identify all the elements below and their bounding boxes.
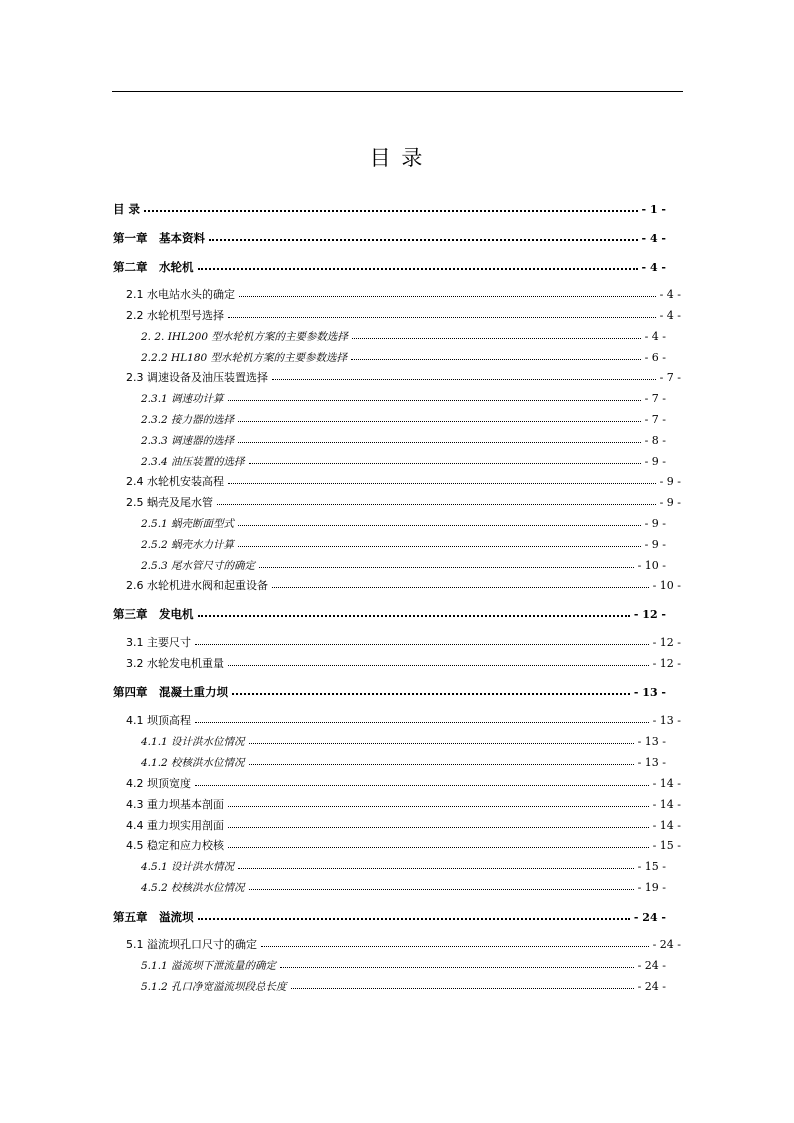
toc-entry[interactable] bbox=[141, 434, 666, 448]
toc-entry-page: - 9 - bbox=[659, 496, 681, 509]
toc-entry-label: 5.1 溢流坝孔口尺寸的确定 bbox=[126, 938, 257, 951]
dot-leader bbox=[249, 454, 641, 464]
dot-leader bbox=[228, 474, 656, 484]
dot-leader bbox=[239, 287, 656, 297]
toc-entry[interactable] bbox=[126, 839, 681, 853]
toc-entry-label: 第五章 溢流坝 bbox=[113, 910, 194, 924]
toc-entry[interactable] bbox=[126, 819, 681, 833]
toc-entry-page: - 7 - bbox=[644, 392, 666, 405]
toc-entry-page: - 19 - bbox=[637, 881, 666, 894]
toc-entry-page: - 15 - bbox=[652, 839, 681, 852]
toc-entry[interactable] bbox=[141, 980, 666, 994]
toc-entry-label: 2.1 水电站水头的确定 bbox=[126, 288, 235, 301]
toc-entry-label: 5.1.2 孔口净宽溢流坝段总长度 bbox=[141, 981, 287, 993]
toc-entry[interactable] bbox=[141, 413, 666, 427]
toc-entry[interactable] bbox=[141, 517, 666, 531]
toc-entry-label: 2.3.1 调速功计算 bbox=[141, 393, 224, 405]
dot-leader bbox=[238, 412, 641, 422]
toc-entry-label: 4.4 重力坝实用剖面 bbox=[126, 819, 224, 832]
toc-entry-label: 2.3 调速设备及油压装置选择 bbox=[126, 371, 268, 384]
toc-entry-label: 4.1.2 校核洪水位情况 bbox=[141, 757, 245, 769]
toc-entry-label: 目 录 bbox=[113, 202, 141, 216]
dot-leader bbox=[198, 259, 638, 270]
toc-entry-page: - 15 - bbox=[637, 860, 666, 873]
toc-entry-label: 2.5.3 尾水管尺寸的确定 bbox=[141, 560, 256, 572]
toc-entry-page: - 13 - bbox=[637, 756, 666, 769]
dot-leader bbox=[217, 495, 656, 505]
toc-entry-page: - 10 - bbox=[637, 559, 666, 572]
toc-entry-label: 第四章 混凝土重力坝 bbox=[113, 685, 228, 699]
dot-leader bbox=[351, 350, 641, 360]
dot-leader bbox=[195, 713, 649, 723]
toc-entry[interactable] bbox=[141, 959, 666, 973]
dot-leader bbox=[195, 635, 649, 645]
toc-entry-page: - 24 - bbox=[637, 959, 666, 972]
toc-entry[interactable] bbox=[113, 685, 666, 699]
toc-entry-label: 2.2.2 HL180 型水轮机方案的主要参数选择 bbox=[141, 352, 348, 364]
dot-leader bbox=[228, 797, 649, 807]
toc-entry-page: - 13 - bbox=[637, 735, 666, 748]
dot-leader bbox=[195, 776, 649, 786]
dot-leader bbox=[272, 578, 649, 588]
toc-entry[interactable] bbox=[141, 881, 666, 895]
toc-entry-page: - 9 - bbox=[644, 455, 666, 468]
document-title: 目 录 bbox=[369, 146, 425, 170]
toc-entry-label: 3.2 水轮发电机重量 bbox=[126, 657, 224, 670]
toc-entry-label: 第一章 基本资料 bbox=[113, 231, 205, 245]
toc-entry[interactable] bbox=[113, 260, 666, 274]
toc-entry-page: - 24 - bbox=[633, 911, 666, 924]
toc-entry[interactable] bbox=[126, 475, 681, 489]
toc-entry[interactable] bbox=[126, 496, 681, 510]
dot-leader bbox=[261, 937, 649, 947]
toc-entry-label: 4.5 稳定和应力校核 bbox=[126, 839, 224, 852]
toc-entry-label: 2.2 水轮机型号选择 bbox=[126, 309, 224, 322]
toc-entry-label: 4.1 坝顶高程 bbox=[126, 714, 191, 727]
toc-entry-page: - 8 - bbox=[644, 434, 666, 447]
toc-entry[interactable] bbox=[126, 371, 681, 385]
toc-entry-page: - 24 - bbox=[652, 938, 681, 951]
toc-entry-page: - 13 - bbox=[633, 686, 666, 699]
dot-leader bbox=[228, 391, 641, 401]
dot-leader bbox=[249, 755, 634, 765]
toc-entry-page: - 4 - bbox=[641, 232, 666, 245]
toc-entry-page: - 24 - bbox=[637, 980, 666, 993]
toc-entry-page: - 14 - bbox=[652, 798, 681, 811]
toc-entry-page: - 1 - bbox=[641, 203, 666, 216]
toc-entry[interactable] bbox=[126, 798, 681, 812]
toc-entry-page: - 12 - bbox=[652, 657, 681, 670]
toc-entry[interactable] bbox=[126, 714, 681, 728]
toc-entry-label: 2.3.4 油压装置的选择 bbox=[141, 456, 245, 468]
toc-entry-label: 2.5.1 蜗壳断面型式 bbox=[141, 518, 235, 530]
toc-entry-label: 4.5.1 设计洪水情况 bbox=[141, 861, 235, 873]
dot-leader bbox=[232, 684, 630, 695]
toc-entry[interactable] bbox=[126, 309, 681, 323]
toc-entry[interactable] bbox=[126, 938, 681, 952]
toc-entry-page: - 12 - bbox=[633, 608, 666, 621]
toc-entry-page: - 14 - bbox=[652, 819, 681, 832]
toc-entry-label: 4.1.1 设计洪水位情况 bbox=[141, 736, 245, 748]
dot-leader bbox=[259, 558, 634, 568]
toc-entry[interactable] bbox=[141, 455, 666, 469]
toc-entry-label: 4.2 坝顶宽度 bbox=[126, 777, 191, 790]
dot-leader bbox=[352, 329, 641, 339]
toc-entry[interactable] bbox=[141, 756, 666, 770]
toc-entry[interactable] bbox=[113, 231, 666, 245]
toc-entry-label: 第二章 水轮机 bbox=[113, 260, 194, 274]
toc-entry[interactable] bbox=[141, 392, 666, 406]
dot-leader bbox=[238, 516, 641, 526]
toc-entry[interactable] bbox=[126, 657, 681, 671]
toc-entry-label: 2.4 水轮机安装高程 bbox=[126, 475, 224, 488]
dot-leader bbox=[228, 818, 649, 828]
dot-leader bbox=[291, 979, 634, 989]
toc-entry-page: - 4 - bbox=[644, 330, 666, 343]
toc-entry-label: 2.5 蜗壳及尾水管 bbox=[126, 496, 213, 509]
toc-entry[interactable] bbox=[141, 860, 666, 874]
dot-leader bbox=[249, 880, 634, 890]
toc-entry-page: - 7 - bbox=[644, 413, 666, 426]
toc-entry[interactable] bbox=[141, 351, 666, 365]
dot-leader bbox=[238, 433, 641, 443]
toc-entry-page: - 7 - bbox=[659, 371, 681, 384]
toc-entry-page: - 14 - bbox=[652, 777, 681, 790]
toc-entry[interactable] bbox=[113, 607, 666, 621]
dot-leader bbox=[228, 838, 649, 848]
toc-entry-label: 5.1.1 溢流坝下泄流量的确定 bbox=[141, 960, 277, 972]
toc-entry-page: - 10 - bbox=[652, 579, 681, 592]
dot-leader bbox=[272, 370, 656, 380]
toc-entry-label: 3.1 主要尺寸 bbox=[126, 636, 191, 649]
dot-leader bbox=[228, 656, 649, 666]
toc-entry[interactable] bbox=[126, 777, 681, 791]
toc-entry[interactable] bbox=[141, 538, 666, 552]
toc-entry-label: 第三章 发电机 bbox=[113, 607, 194, 621]
toc-entry-label: 2.6 水轮机进水阀和起重设备 bbox=[126, 579, 268, 592]
toc-entry-page: - 9 - bbox=[644, 538, 666, 551]
toc-entry-label: 2. 2. IHL200 型水轮机方案的主要参数选择 bbox=[141, 331, 348, 343]
toc-entry-page: - 9 - bbox=[644, 517, 666, 530]
dot-leader bbox=[238, 859, 634, 869]
toc-entry-label: 2.3.2 接力器的选择 bbox=[141, 414, 235, 426]
toc-entry-page: - 13 - bbox=[652, 714, 681, 727]
toc-entry[interactable] bbox=[126, 288, 681, 302]
toc-entry-label: 2.5.2 蜗壳水力计算 bbox=[141, 539, 235, 551]
toc-entry-label: 4.5.2 校核洪水位情况 bbox=[141, 882, 245, 894]
toc-entry[interactable] bbox=[141, 559, 666, 573]
dot-leader bbox=[209, 230, 638, 241]
dot-leader bbox=[249, 734, 634, 744]
dot-leader bbox=[228, 308, 656, 318]
toc-entry-page: - 4 - bbox=[659, 309, 681, 322]
toc-entry[interactable] bbox=[141, 735, 666, 749]
toc-entry[interactable] bbox=[126, 636, 681, 650]
toc-entry[interactable] bbox=[113, 910, 666, 924]
dot-leader bbox=[198, 909, 630, 920]
toc-entry[interactable] bbox=[141, 330, 666, 344]
toc-entry-page: - 12 - bbox=[652, 636, 681, 649]
toc-entry-label: 4.3 重力坝基本剖面 bbox=[126, 798, 224, 811]
toc-entry-label: 2.3.3 调速器的选择 bbox=[141, 435, 235, 447]
dot-leader bbox=[238, 537, 641, 547]
toc-entry-page: - 9 - bbox=[659, 475, 681, 488]
toc-entry-page: - 4 - bbox=[641, 261, 666, 274]
toc-entry-page: - 4 - bbox=[659, 288, 681, 301]
toc-entry-page: - 6 - bbox=[644, 351, 666, 364]
dot-leader bbox=[280, 958, 634, 968]
dot-leader bbox=[198, 606, 630, 617]
toc-entry[interactable] bbox=[126, 579, 681, 593]
dot-leader bbox=[144, 201, 638, 212]
toc-entry[interactable] bbox=[113, 202, 666, 216]
